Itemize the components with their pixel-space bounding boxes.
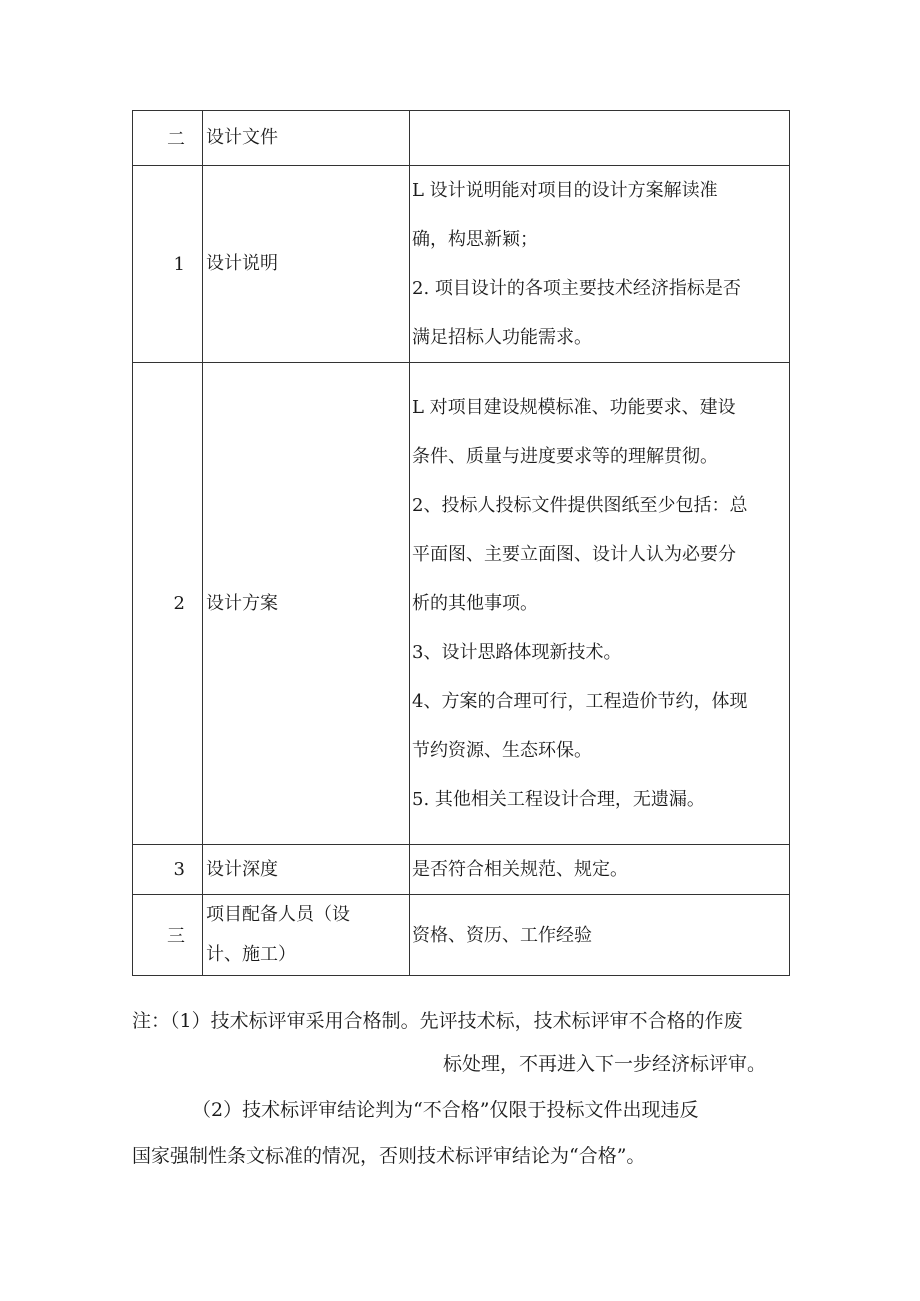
criteria-line: 平面图、主要立面图、设计人认为必要分 <box>412 544 736 565</box>
row-criteria <box>410 895 790 976</box>
criteria-line: 4、方案的合理可行，工程造价节约，体现 <box>412 691 748 712</box>
criteria-line: 确，构思新颖； <box>412 229 538 250</box>
row-number: 1 <box>133 166 203 363</box>
criteria-line: 满足招标人功能需求。 <box>412 327 592 348</box>
row-item: 设计方案 <box>203 363 410 845</box>
table-row <box>133 845 790 895</box>
row-item <box>203 895 410 976</box>
row-item: 设计说明 <box>203 166 410 363</box>
note-2-line-2: 国家强制性条文标准的情况，否则技术标评审结论为“合格”。 <box>132 1145 646 1167</box>
row-number: 二 <box>133 111 203 166</box>
row-criteria <box>410 363 790 845</box>
row-number: 2 <box>133 363 203 845</box>
criteria-line: 析的其他事项。 <box>412 593 538 614</box>
criteria-line: 2、投标人投标文件提供图纸至少包括：总 <box>412 495 748 516</box>
row-item-line: 计、施工） <box>206 944 296 965</box>
row-criteria <box>410 111 790 166</box>
criteria-line: 节约资源、生态环保。 <box>412 740 592 761</box>
criteria-line: 是否符合相关规范、规定。 <box>412 859 628 880</box>
table-row <box>133 111 790 166</box>
criteria-line: 3、设计思路体现新技术。 <box>412 642 622 663</box>
row-number: 3 <box>133 845 203 895</box>
table-row <box>133 895 790 976</box>
row-item: 设计文件 <box>203 111 410 166</box>
criteria-line: L 设计说明能对项目的设计方案解读准 <box>412 180 718 201</box>
note-1-line-2: 标处理，不再进入下一步经济标评审。 <box>443 1053 767 1075</box>
criteria-line: 5. 其他相关工程设计合理，无遗漏。 <box>412 789 705 810</box>
note-2-line-1: （2）技术标评审结论判为“不合格”仅限于投标文件出现违反 <box>192 1099 699 1121</box>
row-item-line: 项目配备人员（设 <box>206 904 350 925</box>
table-row <box>133 363 790 845</box>
criteria-line: 资格、资历、工作经验 <box>412 924 592 946</box>
row-criteria <box>410 166 790 363</box>
row-item: 设计深度 <box>203 845 410 895</box>
evaluation-table <box>132 110 790 976</box>
note-1-line-1: 注：（1）技术标评审采用合格制。先评技术标，技术标评审不合格的作废 <box>132 1010 743 1032</box>
table-row <box>133 166 790 363</box>
row-number: 三 <box>133 895 203 976</box>
criteria-line: L 对项目建设规模标准、功能要求、建设 <box>412 397 736 418</box>
row-criteria <box>410 845 790 895</box>
criteria-line: 条件、质量与进度要求等的理解贯彻。 <box>412 446 718 467</box>
criteria-line: 2. 项目设计的各项主要技术经济指标是否 <box>412 278 741 299</box>
